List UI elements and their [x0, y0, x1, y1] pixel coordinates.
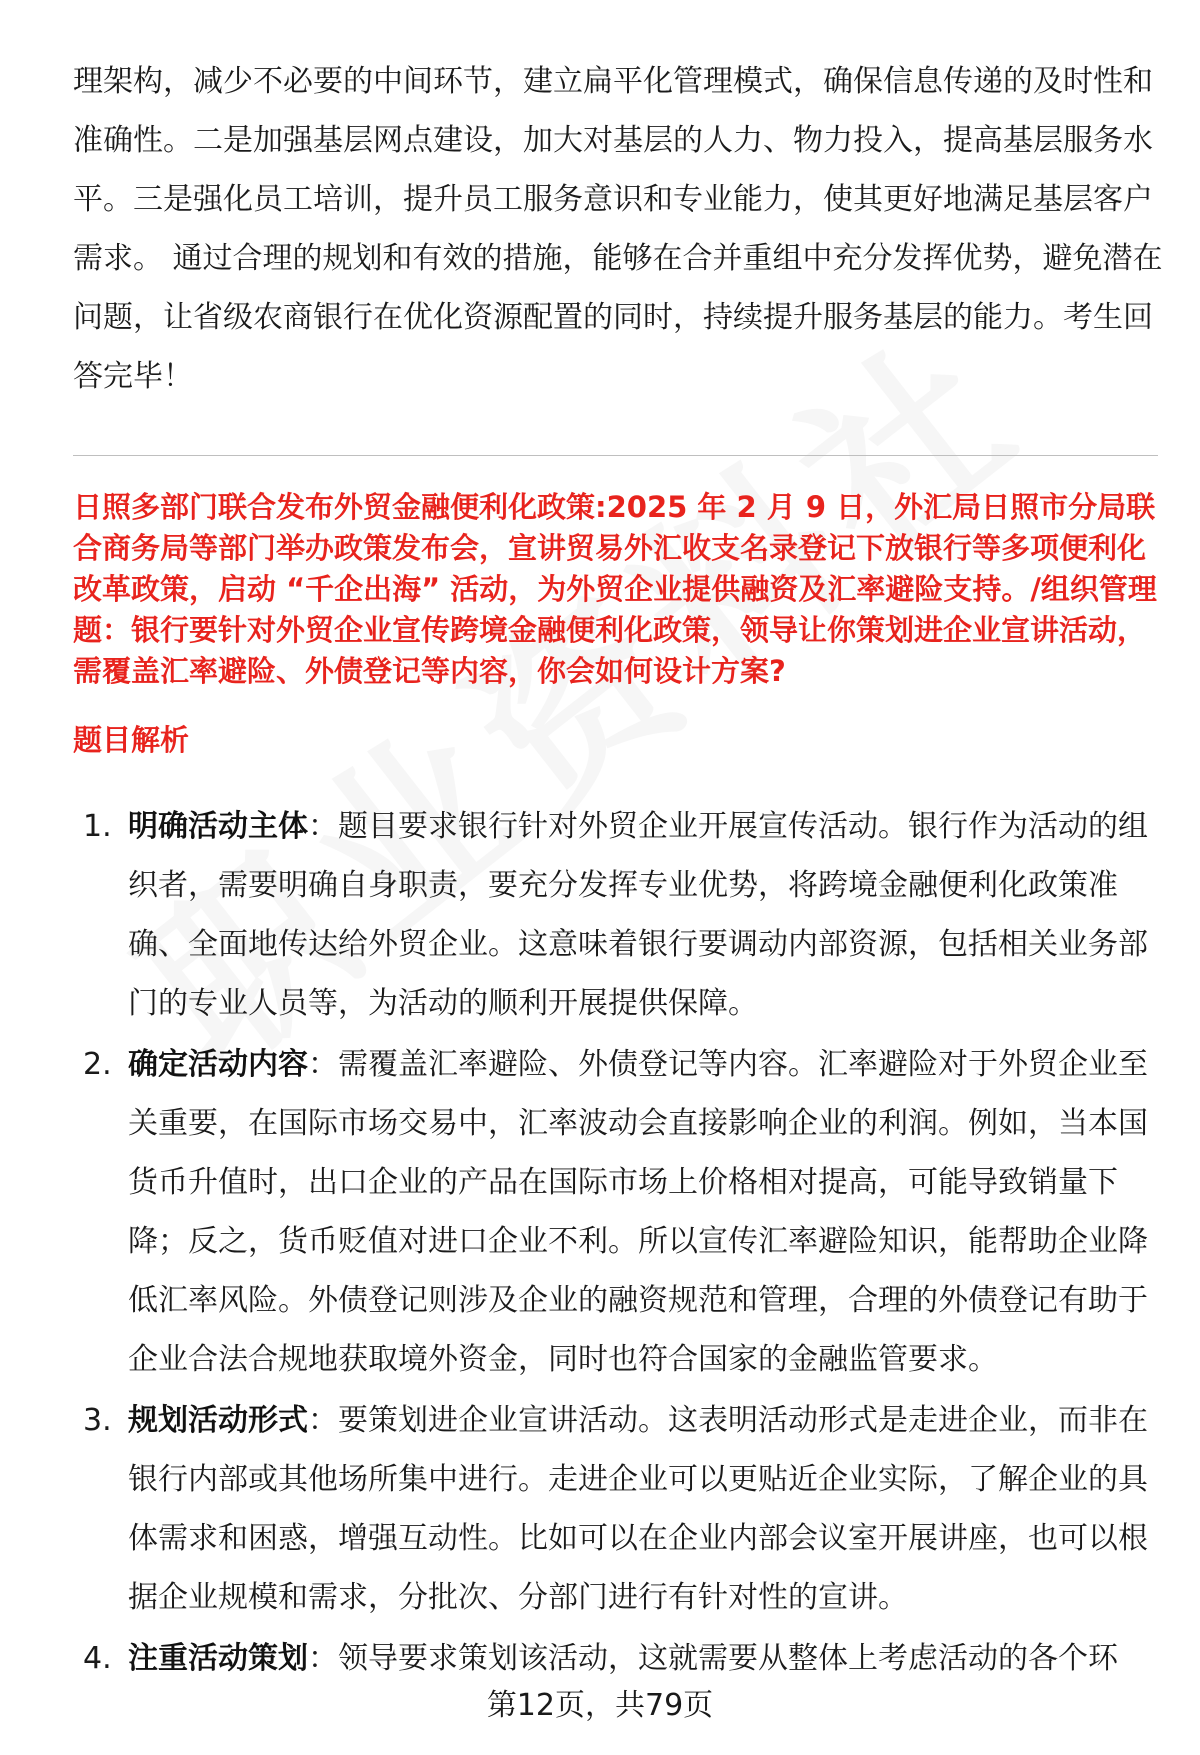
analysis-section-title: 题目解析	[73, 723, 190, 757]
intro-paragraph: 理架构，减少不必要的中间环节，建立扁平化管理模式，确保信息传递的及时性和准确性。二是加强基层网点建设，加大对基层的人力、物力投入，提高基层服务水平。三是强化员工培训，提升员工服务意识和专业能力，使其更好地满足基层客户需求。 通过合理的规划和有效的措施，能够在合并重组中充分发挥优势，避免潜在问题，让省级农商银行在优化资源配置的同时，持续提升服务基层的能力。考生回答完毕！	[73, 64, 1163, 394]
analysis-item-4	[73, 1629, 1163, 1688]
item-text: ：题目要求银行针对外贸企业开展宣传活动。银行作为活动的组织者，需要明确自身职责，要充分发挥专业优势，将跨境金融便利化政策准确、全面地传达给外贸企业。这意味着银行要调动内部资源，包括相关业务部门的专业人员等，为活动的顺利开展提供保障。	[128, 809, 1148, 1021]
item-text: ：需覆盖汇率避险、外债登记等内容。汇率避险对于外贸企业至关重要，在国际市场交易中，汇率波动会直接影响企业的利润。例如，当本国货币升值时，出口企业的产品在国际市场上价格相对提高，可能导致销量下降；反之，货币贬值对进口企业不利。所以宣传汇率避险知识，能帮助企业降低汇率风险。外债登记则涉及企业的融资规范和管理，合理的外债登记有助于企业合法合规地获取境外资金，同时也符合国家的金融监管要求。	[128, 1047, 1148, 1377]
section-divider	[73, 455, 1158, 456]
item-number: 3.	[83, 1403, 112, 1438]
item-text: ：领导要求策划该活动，这就需要从整体上考虑活动的各个环	[308, 1641, 1118, 1676]
item-number: 1.	[83, 809, 112, 844]
analysis-item-1	[73, 797, 1163, 1033]
item-heading: 注重活动策划	[128, 1641, 308, 1676]
page-number-footer: 第12页，共79页	[486, 1688, 714, 1723]
analysis-item-2	[73, 1035, 1163, 1389]
item-heading: 确定活动内容	[128, 1047, 308, 1082]
item-text: ：要策划进企业宣讲活动。这表明活动形式是走进企业，而非在银行内部或其他场所集中进行。走进企业可以更贴近企业实际，了解企业的具体需求和困惑，增强互动性。比如可以在企业内部会议室开展讲座，也可以根据企业规模和需求，分批次、分部门进行有针对性的宣讲。	[128, 1403, 1148, 1615]
analysis-item-3	[73, 1391, 1163, 1627]
item-heading: 规划活动形式	[128, 1403, 308, 1438]
item-number: 4.	[83, 1641, 112, 1676]
item-number: 2.	[83, 1047, 112, 1082]
item-heading: 明确活动主体	[128, 809, 308, 844]
question-paragraph: 日照多部门联合发布外贸金融便利化政策:2025 年 2 月 9 日，外汇局日照市分局联合商务局等部门举办政策发布会，宣讲贸易外汇收支名录登记下放银行等多项便利化改革政策，启动 “千企出海” 活动，为外贸企业提供融资及汇率避险支持。/组织管理题：银行要针对外贸企业宣传跨境金融便利化政策，领导让你策划进企业宣讲活动，需覆盖汇率避险、外债登记等内容，你会如何设计方案?	[73, 490, 1157, 688]
analysis-list	[73, 797, 1163, 1690]
